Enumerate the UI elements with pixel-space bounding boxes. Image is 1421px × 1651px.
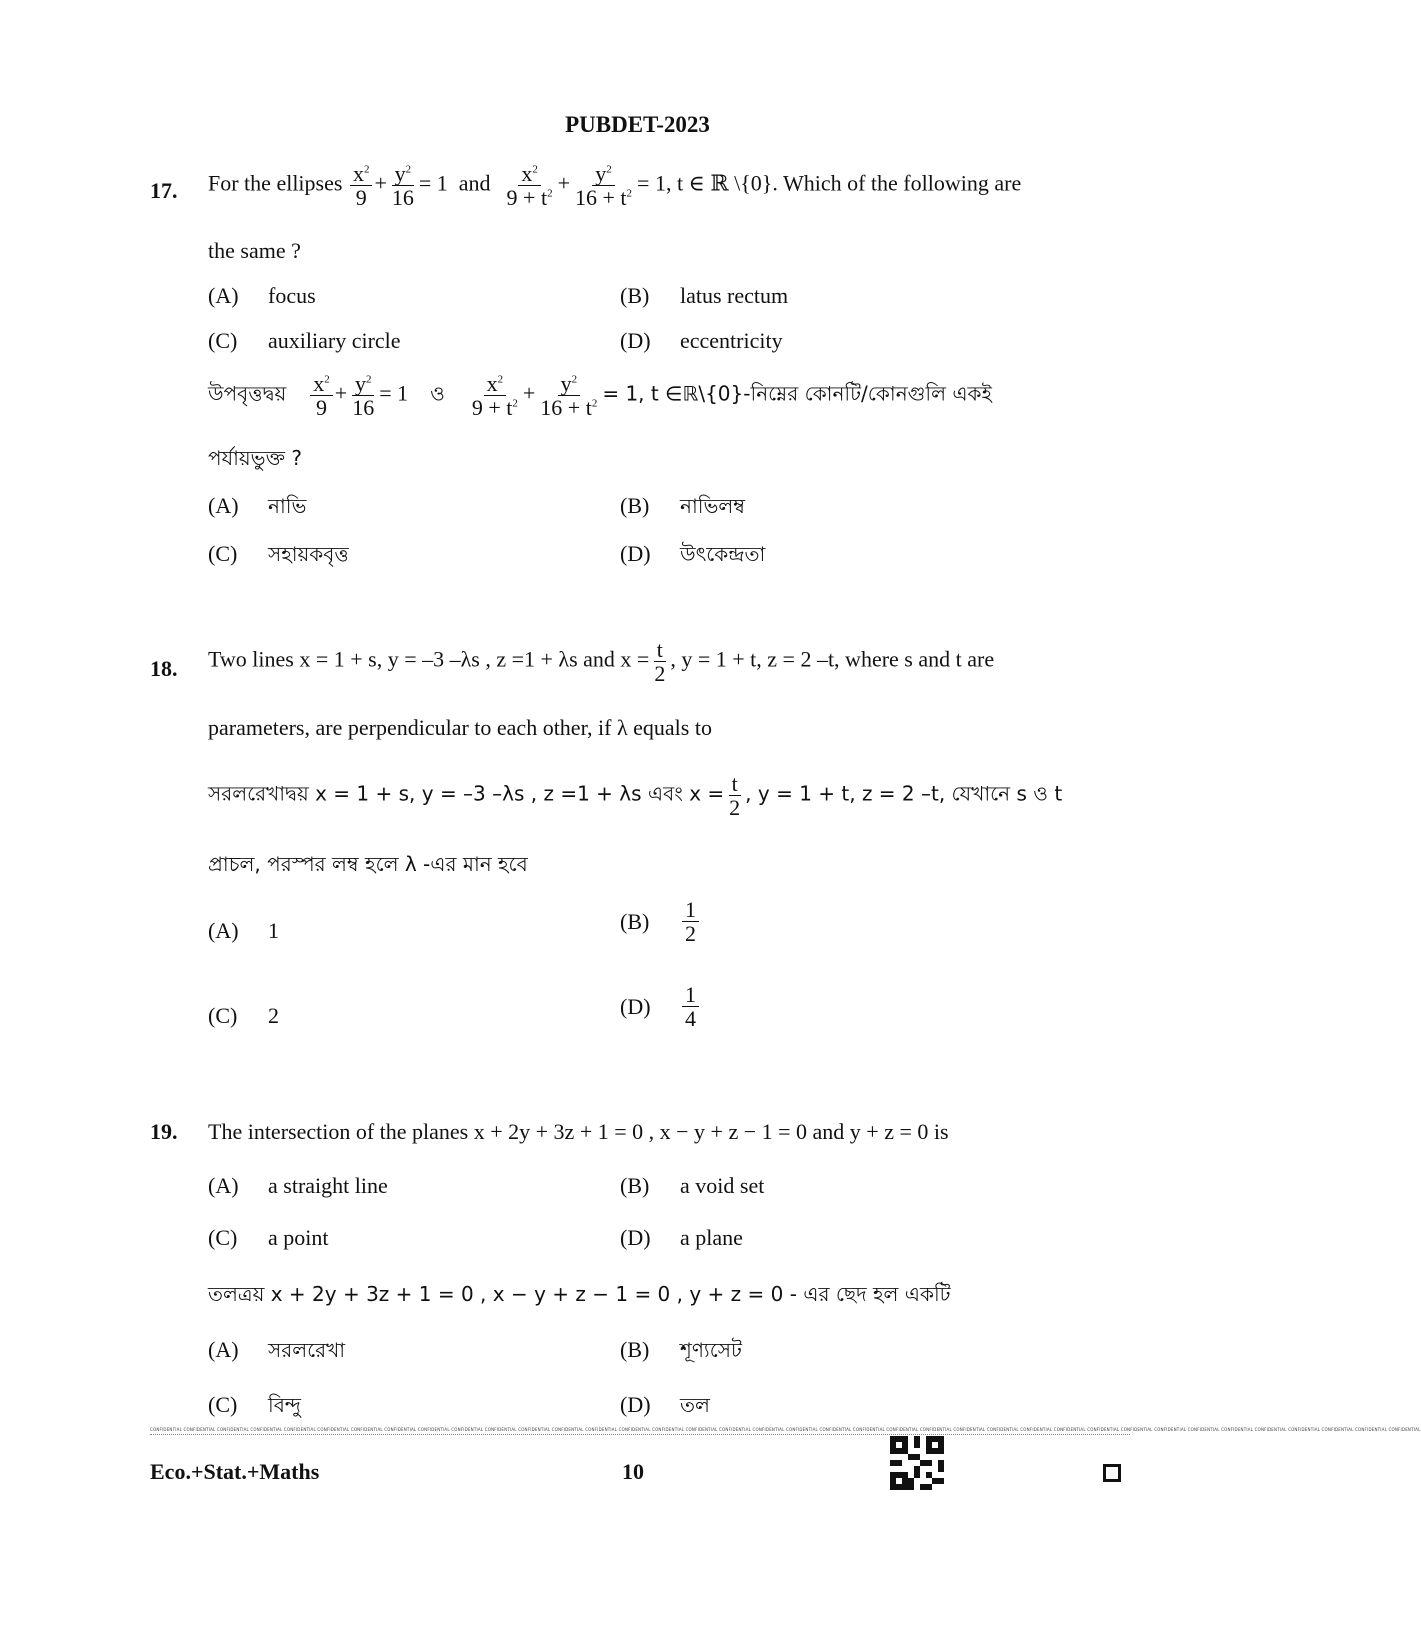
q19-bn-option-b: (B) শূণ্যসেট [620, 1337, 742, 1362]
q18-option-d: (D) $\frac{1}{4}$ [620, 983, 701, 1030]
q17-bn-option-c: (C) সহায়কবৃত্ত [208, 541, 349, 566]
page-number: 10 [622, 1459, 644, 1484]
q17-english-line1: For the ellipses $\frac{x^2}{9}$ + $\frac{y^2}{16}$ = 1 and $\frac{x^2}{9 + t^2}$ + $\frac{y^2}{16 + t^2}$ = 1, t ∈ ℝ \{0}. Which of the following are [208, 161, 1022, 211]
question-number-18: 18. [150, 656, 178, 681]
q18-english-line2: parameters, are perpendicular to each other, if λ equals to [208, 715, 712, 740]
q17-bn-option-d: (D) উৎকেন্দ্রতা [620, 541, 766, 566]
page-title: PUBDET-2023 [565, 112, 710, 137]
q17-bengali-line2: পর্যায়ভুক্ত ? [208, 446, 302, 470]
q17-bn-frac-y2-16: $\frac{y^2}{16}$ [352, 371, 375, 421]
q17-bn-option-a: (A) নাভি [208, 493, 307, 518]
q19-english-line1: The intersection of the planes x + 2y + 3z + 1 = 0 , x − y + z − 1 = 0 and y + z = 0 is [208, 1119, 949, 1144]
qr-code-icon [890, 1436, 944, 1490]
q17-bengali-line1: উপবৃত্তদ্বয় $\frac{x^2}{9}$ + $\frac{y^2}{16}$ = 1 ও $\frac{x^2}{9 + t^2}$ + $\frac{y^2}{16 + t^2}$ = 1, t ∈ℝ\{0}-নিম্নের কোনটি/কোনগুলি একই [208, 371, 992, 421]
q17-option-b: (B) latus rectum [620, 283, 789, 308]
question-number-19: 19. [150, 1119, 178, 1144]
q17-frac-y2-16t2: $\frac{y^2}{16 + t^2}$ [575, 161, 633, 211]
footer-subject: Eco.+Stat.+Maths [150, 1459, 320, 1484]
q17-option-d: (D) eccentricity [620, 328, 783, 353]
q18-frac-t-2: $\frac{t}{2}$ [654, 637, 666, 687]
q17-frac-x2-9t2: $\frac{x^2}{9 + t^2}$ [506, 161, 553, 211]
q18-bn-frac-t-2: $\frac{t}{2}$ [729, 771, 741, 821]
q19-option-c: (C) a point [208, 1225, 329, 1250]
q19-option-b: (B) a void set [620, 1173, 765, 1198]
q17-bn-frac-x2-9: $\frac{x^2}{9}$ [310, 372, 333, 419]
q17-en-prefix: For the ellipses [208, 170, 343, 196]
q17-en-and: and [458, 170, 491, 196]
q17-bn-condition: = 1, t ∈ℝ\{0}-নিম্নের কোনটি/কোনগুলি একই [602, 381, 992, 406]
q18-bengali-line1: সরলরেখাদ্বয় x = 1 + s, y = –3 –λs , z =1 + λs এবং x = $\frac{t}{2}$ , y = 1 + t, z = 2 –t, যেখানে s ও t [208, 771, 1063, 821]
q18-option-b-frac: $\frac{1}{2}$ [682, 898, 699, 945]
q18-english-line1: Two lines x = 1 + s, y = –3 –λs , z =1 + λs and x = $\frac{t}{2}$ , y = 1 + t, z = 2 –t, where s and t are [208, 637, 995, 687]
q17-bn-and: ও [430, 381, 445, 406]
q19-option-d: (D) a plane [620, 1225, 743, 1250]
q17-frac-x2-9: $\frac{x^2}{9}$ [350, 162, 373, 209]
square-marker-icon [1103, 1464, 1121, 1482]
q18-option-c: (C) 2 [208, 1003, 279, 1028]
q17-bn-frac-x2-9t2: $\frac{x^2}{9 + t^2}$ [471, 371, 518, 421]
q17-bn-frac-y2-16t2: $\frac{y^2}{16 + t^2}$ [540, 371, 598, 421]
q18-option-a: (A) 1 [208, 918, 279, 943]
q18-bengali-line2: প্রাচল, পরস্পর লম্ব হলে λ -এর মান হবে [208, 852, 528, 876]
q19-bn-option-d: (D) তল [620, 1392, 710, 1417]
q19-bengali-line1: তলত্রয় x + 2y + 3z + 1 = 0 , x − y + z − 1 = 0 , y + z = 0 - এর ছেদ হল একটি [208, 1282, 951, 1306]
question-number-17: 17. [150, 178, 178, 203]
confidential-strip: CONFIDENTIAL CONFIDENTIAL CONFIDENTIAL CONFIDENTIAL CONFIDENTIAL CONFIDENTIAL CONFIDENTIAL CONFIDENTIAL CONFIDENTIAL CONFIDENTIAL CONFIDENTIAL CONFIDENTIAL CONFIDENTIAL CONFIDENTIAL CONFIDENTIAL CONFIDENTIAL CONFIDENTIAL CONFIDENTIAL CONFIDENTIAL CONFIDENTIAL CONFIDENTIAL CONFIDENTIAL CONFIDENTIAL CONFIDENTIAL CONFIDENTIAL CONFIDENTIAL CONFIDENTIAL CONFIDENTIAL CONFIDENTIAL CONFIDENTIAL CONFIDENTIAL CONFIDENTIAL CONFIDENTIAL CONFIDENTIAL CONFIDENTIAL CONFIDENTIAL CONFIDENTIAL CONFIDENTIAL [150, 1427, 1130, 1435]
q17-option-c: (C) auxiliary circle [208, 328, 401, 353]
q17-option-a: (A) focus [208, 283, 316, 308]
q17-frac-y2-16: $\frac{y^2}{16}$ [391, 161, 414, 211]
q17-bn-option-b: (B) নাভিলম্ব [620, 493, 746, 518]
q19-option-a: (A) a straight line [208, 1173, 388, 1198]
q17-en-condition: = 1, t ∈ ℝ \{0}. Which of the following are [637, 170, 1022, 196]
q19-bn-option-a: (A) সরলরেখা [208, 1337, 346, 1362]
q17-bn-prefix: উপবৃত্তদ্বয় [208, 381, 287, 406]
q19-bn-option-c: (C) বিন্দু [208, 1392, 301, 1417]
q18-option-d-frac: $\frac{1}{4}$ [682, 983, 699, 1030]
q17-english-line2: the same ? [208, 238, 301, 263]
q18-option-b: (B) $\frac{1}{2}$ [620, 898, 701, 945]
